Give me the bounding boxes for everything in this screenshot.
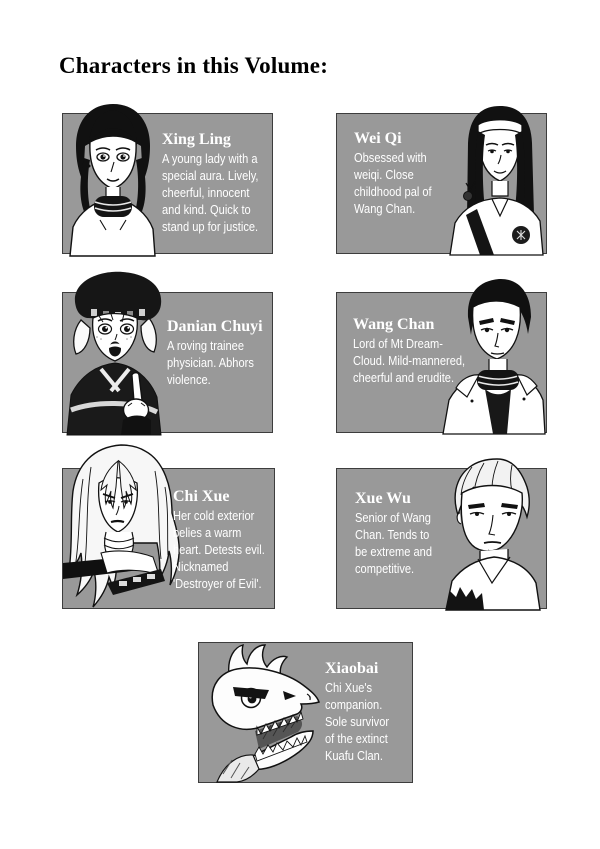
character-name: Chi Xue	[173, 488, 230, 505]
character-info	[353, 315, 483, 387]
character-description: Lord of Mt Dream-Cloud. Mild-mannered, cheerful and erudite.	[353, 337, 466, 385]
character-name: Xiaobai	[325, 660, 379, 677]
character-info	[162, 130, 276, 236]
character-description: Obsessed with weiqi. Close childhood pal of Wang Chan.	[354, 151, 432, 216]
character-info	[167, 317, 279, 389]
character-description: A roving trainee physician. Abhors violence.	[167, 339, 254, 387]
character-name: Danian Chuyi	[167, 318, 263, 335]
character-card-wei-qi	[336, 113, 547, 254]
character-description: Chi Xue's companion. Sole survivor of the extinct Kuafu Clan.	[325, 681, 390, 763]
xiaobai-portrait-illustration	[199, 643, 331, 782]
character-name: Xing Ling	[162, 131, 231, 148]
character-info	[325, 659, 409, 765]
character-card-danian-chuyi	[62, 292, 273, 433]
xing-ling-portrait-illustration	[61, 100, 165, 256]
character-name: Xue Wu	[355, 490, 411, 507]
character-info	[355, 489, 455, 578]
character-description: A young lady with a special aura. Lively, cheerful, innocent and kind. Quick to stand up for justice.	[162, 152, 259, 234]
character-name: Wei Qi	[354, 130, 402, 147]
character-description: Senior of Wang Chan. Tends to be extreme and competitive.	[355, 511, 433, 576]
danian-chuyi-portrait-illustration	[61, 268, 173, 435]
character-card-chi-xue	[62, 468, 275, 609]
page-title: Characters in this Volume:	[59, 53, 329, 79]
character-description: Her cold exterior belies a warm heart. Detests evil. Nicknamed 'Destroyer of Evil'.	[173, 509, 265, 591]
character-card-xiaobai	[198, 642, 413, 783]
character-name: Wang Chan	[353, 316, 435, 333]
character-card-xing-ling	[62, 113, 273, 254]
character-info	[354, 129, 462, 218]
character-card-xue-wu	[336, 468, 547, 609]
character-card-wang-chan	[336, 292, 547, 433]
chi-xue-portrait-illustration	[61, 443, 181, 611]
character-info	[173, 487, 283, 593]
